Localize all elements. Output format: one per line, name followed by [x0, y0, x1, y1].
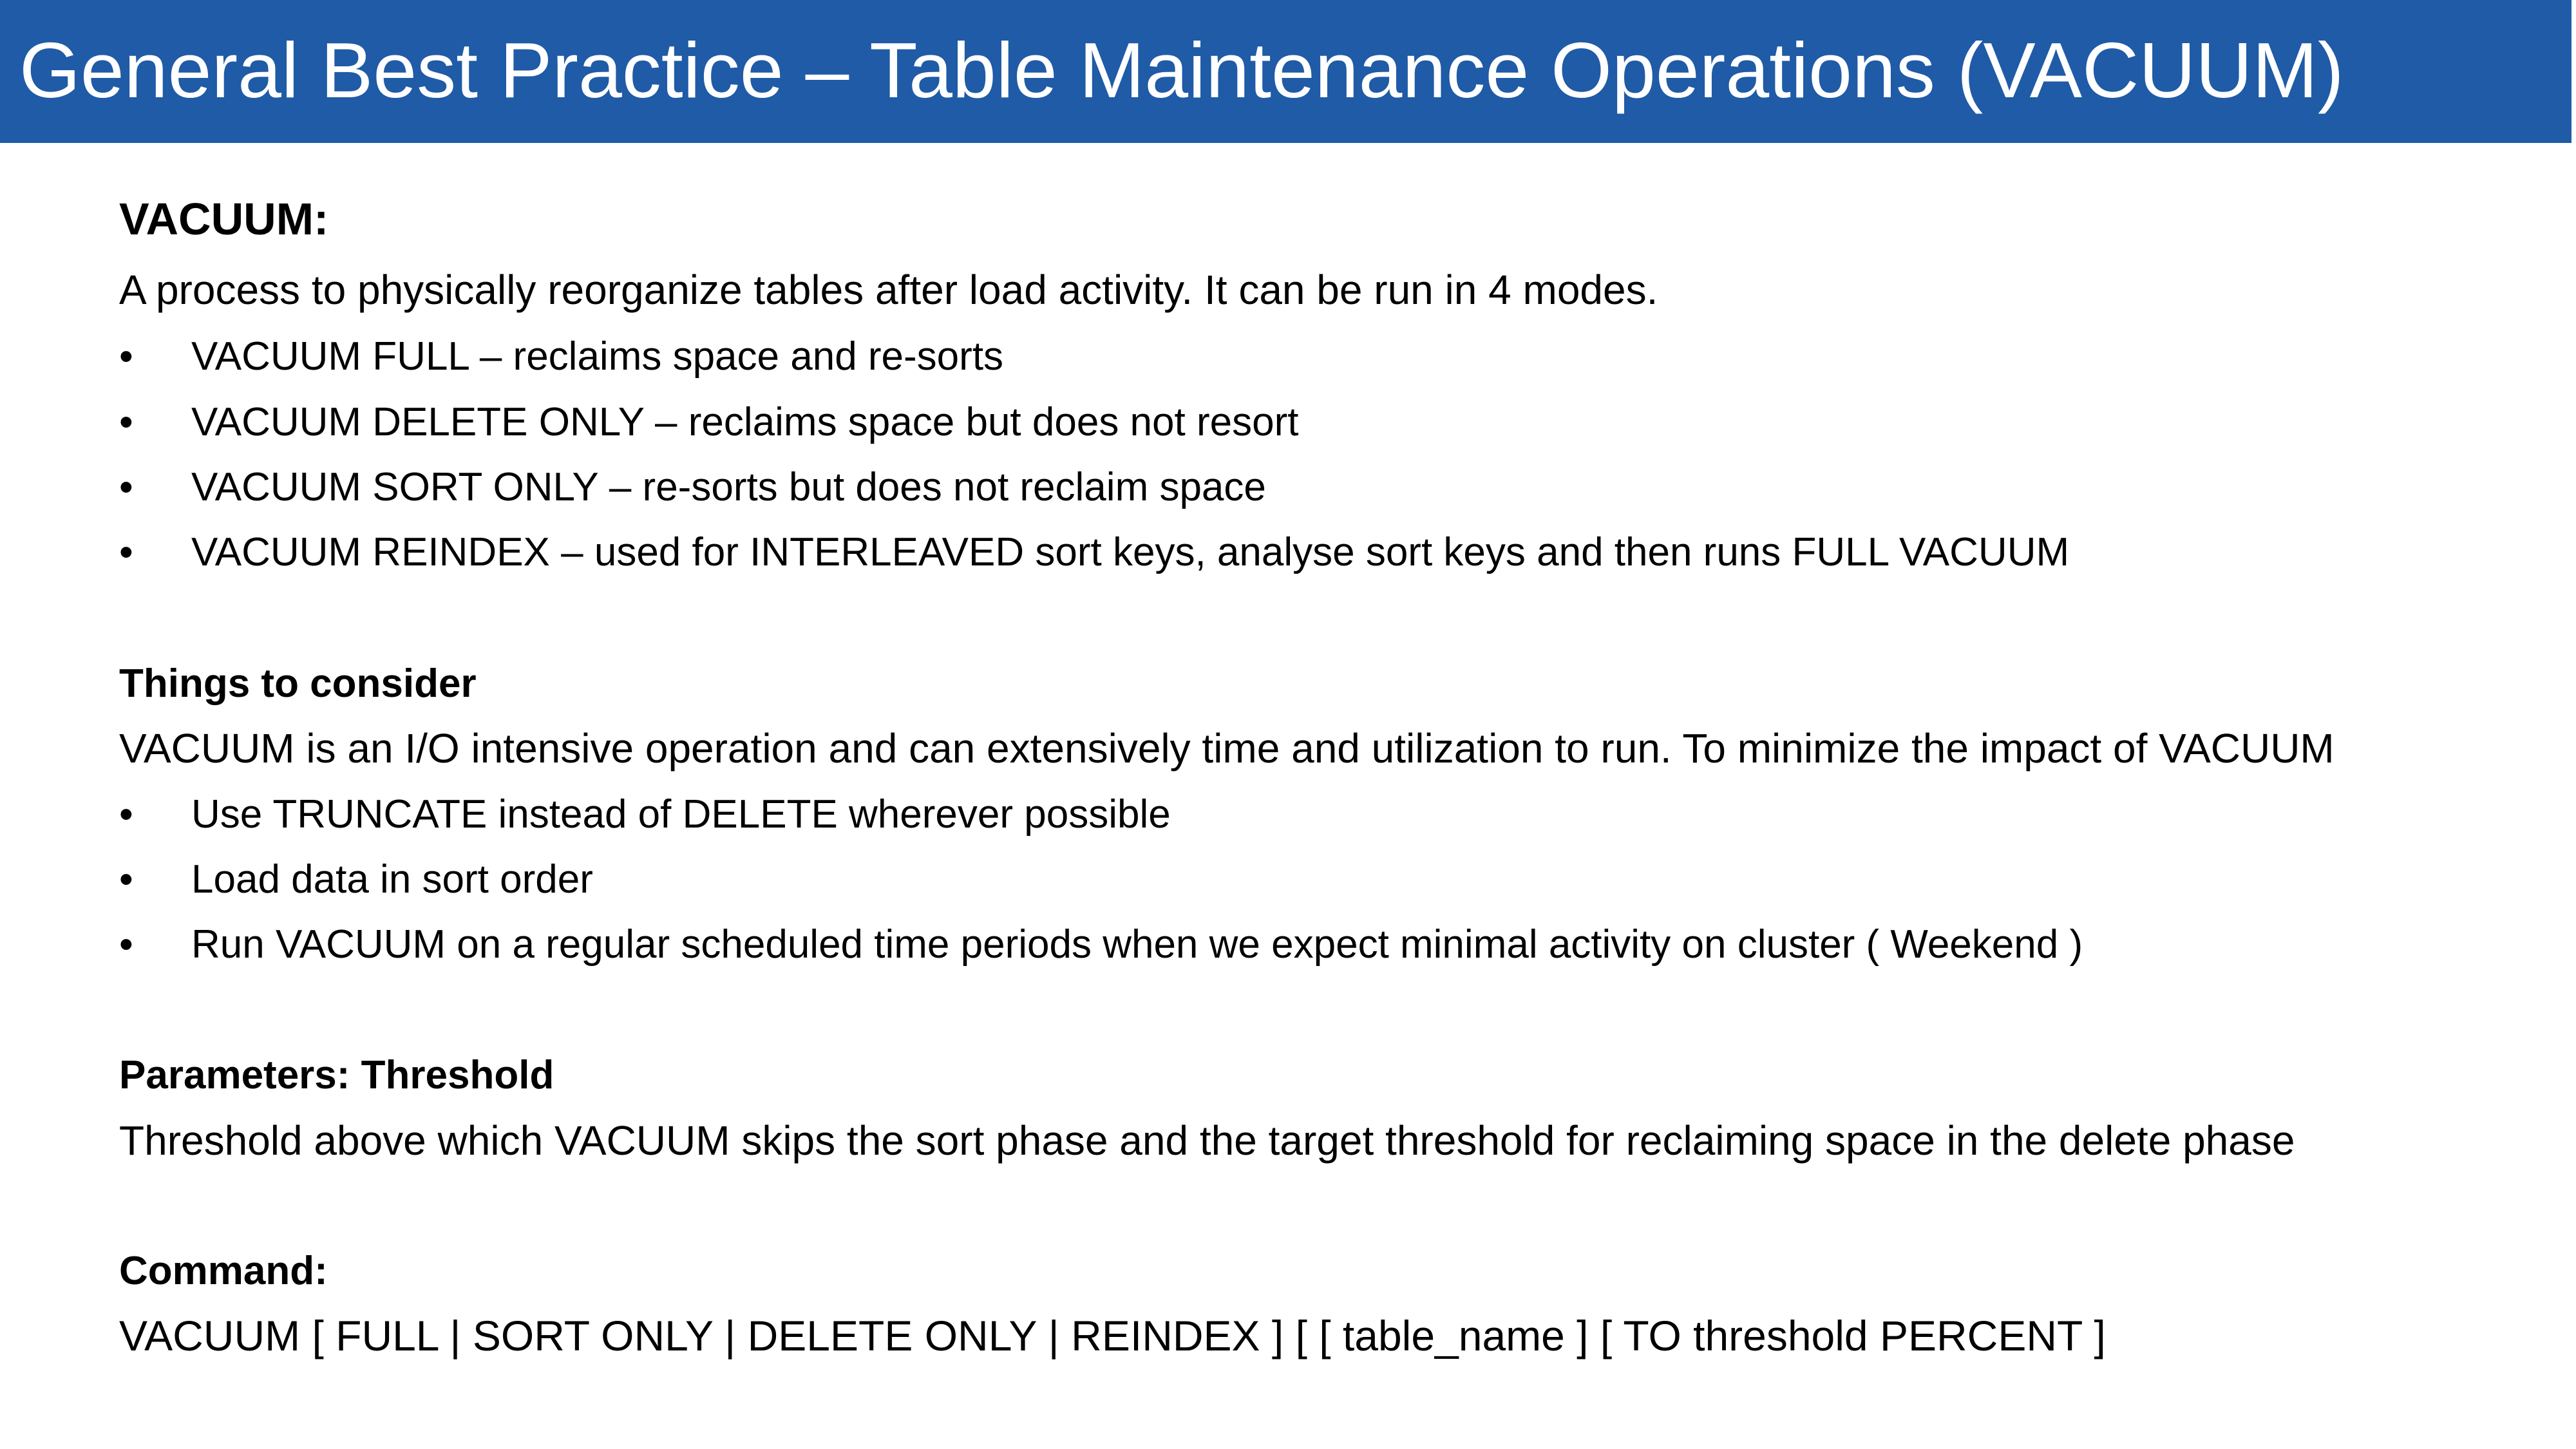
vacuum-description: A process to physically reorganize tables after load activity. It can be run in 4 modes.: [119, 267, 1658, 313]
bullet-icon: •: [119, 792, 133, 837]
tip-text: Load data in sort order: [191, 857, 593, 902]
consider-heading: Things to consider: [119, 661, 477, 706]
command-syntax: VACUUM [ FULL | SORT ONLY | DELETE ONLY | REINDEX ] [ [ table_name ] [ TO threshold PERCENT ]: [119, 1312, 2106, 1359]
title-bar: [0, 0, 2571, 143]
bullet-icon: •: [119, 530, 133, 574]
mode-text: VACUUM FULL – reclaims space and re-sorts: [191, 334, 1004, 379]
parameters-description: Threshold above which VACUUM skips the sort phase and the target threshold for reclaiming space in the delete phase: [119, 1117, 2295, 1164]
command-heading: Command:: [119, 1249, 328, 1293]
bullet-icon: •: [119, 857, 133, 902]
parameters-heading: Parameters: Threshold: [119, 1053, 554, 1097]
consider-description: VACUUM is an I/O intensive operation and can extensively time and utilization to run. To minimize the impact of VACUUM: [119, 725, 2334, 772]
mode-text: VACUUM DELETE ONLY – reclaims space but does not resort: [191, 400, 1299, 444]
mode-text: VACUUM SORT ONLY – re-sorts but does not reclaim space: [191, 465, 1266, 509]
bullet-icon: •: [119, 400, 133, 444]
tip-text: Run VACUUM on a regular scheduled time periods when we expect minimal activity on cluster ( Weekend ): [191, 922, 2083, 967]
bullet-icon: •: [119, 922, 133, 967]
tip-text: Use TRUNCATE instead of DELETE wherever possible: [191, 792, 1171, 837]
bullet-icon: •: [119, 334, 133, 379]
mode-text: VACUUM REINDEX – used for INTERLEAVED sort keys, analyse sort keys and then runs FULL VACUUM: [191, 530, 2070, 574]
page-title: General Best Practice – Table Maintenance Operations (VACUUM): [19, 26, 2344, 114]
vacuum-heading: VACUUM:: [119, 194, 329, 244]
bullet-icon: •: [119, 465, 133, 509]
